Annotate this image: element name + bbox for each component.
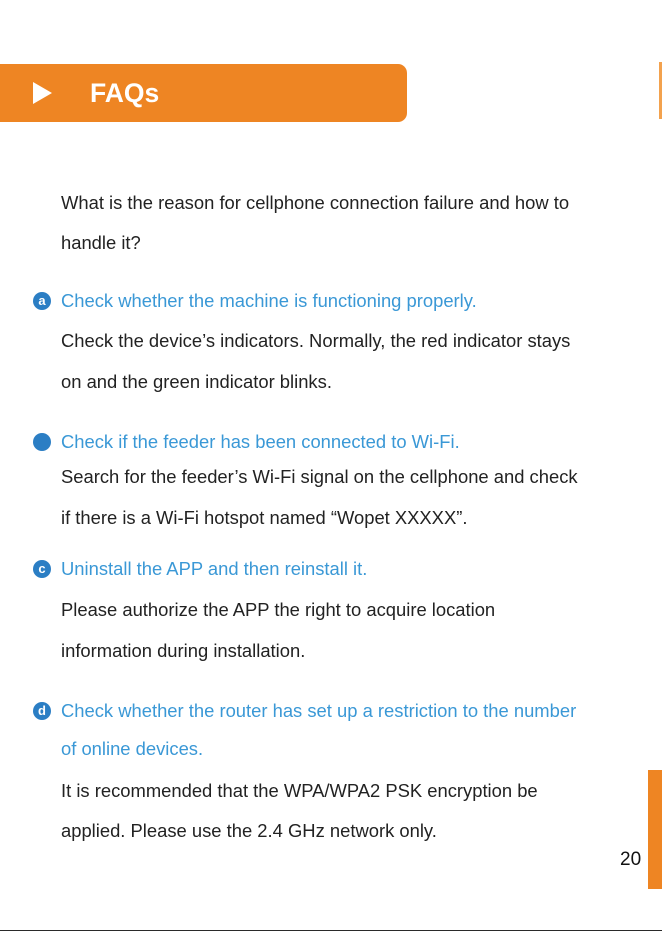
item-heading: Uninstall the APP and then reinstall it. — [61, 558, 368, 579]
item-heading: Check whether the machine is functioning properly. — [61, 290, 477, 311]
bottom-rule — [0, 930, 662, 931]
page-number: 20 — [620, 849, 642, 870]
item-body-line: applied. Please use the 2.4 GHz network only. — [61, 820, 437, 841]
section-title: FAQs — [90, 78, 160, 108]
item-heading: Check if the feeder has been connected to Wi-Fi. — [61, 431, 460, 452]
item-body-line: Check the device’s indicators. Normally, the red indicator stays — [61, 330, 571, 351]
item-body-line: Search for the feeder’s Wi-Fi signal on the cellphone and check — [61, 466, 578, 487]
item-body-line: if there is a Wi-Fi hotspot named “Wopet XXXXX”. — [61, 507, 468, 528]
item-body-line: Please authorize the APP the right to acquire location — [61, 599, 496, 620]
item-heading: Check whether the router has set up a restriction to the number — [61, 700, 577, 721]
list-marker-c: c — [33, 560, 51, 578]
section-header-bar — [0, 64, 407, 122]
list-marker-d: d — [33, 702, 51, 720]
item-body-line: information during installation. — [61, 640, 306, 661]
question-line: handle it? — [61, 232, 141, 253]
item-body-line: on and the green indicator blinks. — [61, 371, 332, 392]
play-triangle-icon — [33, 82, 52, 104]
item-body-line: It is recommended that the WPA/WPA2 PSK encryption be — [61, 780, 538, 801]
item-heading: of online devices. — [61, 738, 204, 759]
list-marker-a: a — [33, 292, 51, 310]
list-marker-b — [33, 433, 51, 451]
page-edge-tab — [648, 770, 662, 889]
question-line: What is the reason for cellphone connection failure and how to — [61, 192, 570, 213]
